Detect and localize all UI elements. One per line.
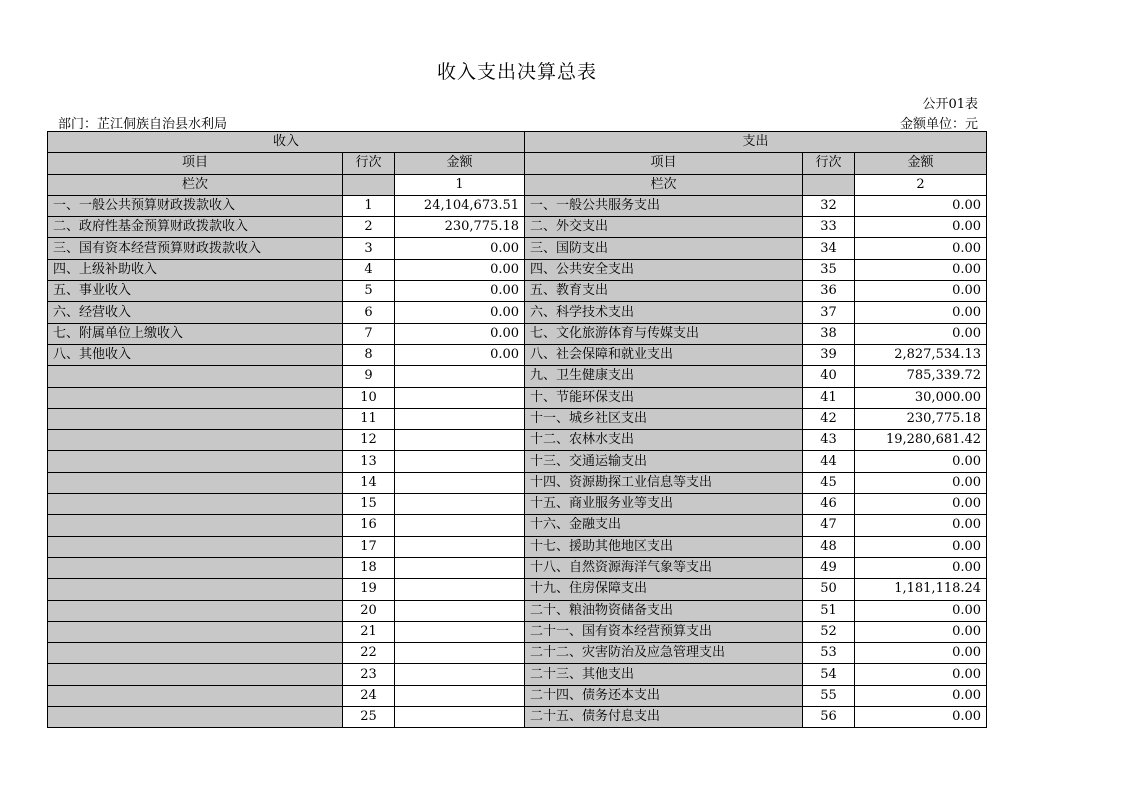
expense-item-cell: 二十二、灾害防治及应急管理支出 <box>525 643 803 664</box>
table-row <box>48 217 987 238</box>
table-row <box>48 494 987 515</box>
expense-item-cell: 十三、交通运输支出 <box>525 451 803 472</box>
table-row <box>48 472 987 493</box>
income-row-no-cell: 15 <box>343 494 395 515</box>
expense-row-no-cell: 39 <box>803 344 855 365</box>
income-amount-cell <box>395 643 525 664</box>
table-row <box>48 408 987 429</box>
expense-amount-cell: 1,181,118.24 <box>855 579 987 600</box>
income-row-no-cell: 8 <box>343 344 395 365</box>
expense-row-no-header: 行次 <box>803 153 855 174</box>
income-item-cell <box>48 387 343 408</box>
income-item-cell: 一、一般公共预算财政拨款收入 <box>48 195 343 216</box>
income-row-no-cell: 2 <box>343 217 395 238</box>
expense-item-cell: 二十、粮油物资储备支出 <box>525 600 803 621</box>
income-amount-cell: 0.00 <box>395 259 525 280</box>
table-row <box>48 281 987 302</box>
expense-row-no-cell: 54 <box>803 664 855 685</box>
income-amount-cell: 0.00 <box>395 238 525 259</box>
expense-item-cell: 十五、商业服务业等支出 <box>525 494 803 515</box>
table-row <box>48 643 987 664</box>
income-row-no-cell: 20 <box>343 600 395 621</box>
expense-item-cell: 十七、援助其他地区支出 <box>525 536 803 557</box>
expense-amount-cell: 0.00 <box>855 621 987 642</box>
income-row-no-cell: 10 <box>343 387 395 408</box>
expense-row-no-cell: 52 <box>803 621 855 642</box>
income-amount-cell <box>395 621 525 642</box>
table-row <box>48 430 987 451</box>
expense-item-cell: 二十一、国有资本经营预算支出 <box>525 621 803 642</box>
income-amount-cell <box>395 494 525 515</box>
expense-row-no-cell: 51 <box>803 600 855 621</box>
header-row-sections <box>48 132 987 153</box>
expense-row-no-cell: 32 <box>803 195 855 216</box>
expense-row-no-cell: 47 <box>803 515 855 536</box>
income-row-no-cell: 12 <box>343 430 395 451</box>
income-row-no-cell: 18 <box>343 557 395 578</box>
income-row-no-cell: 6 <box>343 302 395 323</box>
income-item-cell <box>48 557 343 578</box>
income-row-no-cell: 4 <box>343 259 395 280</box>
expense-amount-cell: 0.00 <box>855 643 987 664</box>
department-label: 部门：芷江侗族自治县水利局 <box>58 117 228 132</box>
income-item-cell: 六、经营收入 <box>48 302 343 323</box>
income-row-no-cell: 1 <box>343 195 395 216</box>
expense-row-no-cell: 42 <box>803 408 855 429</box>
expense-row-no-cell: 46 <box>803 494 855 515</box>
income-row-no-cell: 3 <box>343 238 395 259</box>
income-amount-cell <box>395 685 525 706</box>
expense-amount-cell: 0.00 <box>855 323 987 344</box>
income-row-no-cell: 19 <box>343 579 395 600</box>
income-row-no-cell: 13 <box>343 451 395 472</box>
table-row <box>48 387 987 408</box>
expense-item-header: 项目 <box>525 153 803 174</box>
income-item-cell <box>48 685 343 706</box>
income-item-cell <box>48 621 343 642</box>
income-item-cell <box>48 366 343 387</box>
income-row-no-header: 行次 <box>343 153 395 174</box>
income-item-cell <box>48 707 343 728</box>
expense-amount-cell: 0.00 <box>855 515 987 536</box>
expense-row-no-cell: 55 <box>803 685 855 706</box>
income-row-no-cell: 14 <box>343 472 395 493</box>
income-item-cell <box>48 408 343 429</box>
income-item-cell: 七、附属单位上缴收入 <box>48 323 343 344</box>
income-row-no-cell: 7 <box>343 323 395 344</box>
expense-row-no-cell: 38 <box>803 323 855 344</box>
expense-amount-cell: 0.00 <box>855 557 987 578</box>
expense-row-no-cell: 41 <box>803 387 855 408</box>
income-row-no-cell: 24 <box>343 685 395 706</box>
income-item-cell: 五、事业收入 <box>48 281 343 302</box>
expense-item-cell: 十八、自然资源海洋气象等支出 <box>525 557 803 578</box>
table-row <box>48 685 987 706</box>
expense-item-cell: 十二、农林水支出 <box>525 430 803 451</box>
expense-item-cell: 九、卫生健康支出 <box>525 366 803 387</box>
table-row <box>48 366 987 387</box>
table-row <box>48 195 987 216</box>
expense-amount-cell: 785,339.72 <box>855 366 987 387</box>
expense-item-cell: 十六、金融支出 <box>525 515 803 536</box>
income-amount-cell: 0.00 <box>395 344 525 365</box>
table-row <box>48 536 987 557</box>
income-expense-table <box>47 131 987 728</box>
expense-item-cell: 五、教育支出 <box>525 281 803 302</box>
expense-item-cell: 二、外交支出 <box>525 217 803 238</box>
income-amount-cell <box>395 600 525 621</box>
expense-item-cell: 十、节能环保支出 <box>525 387 803 408</box>
expense-amount-cell: 0.00 <box>855 451 987 472</box>
income-column-blank <box>343 174 395 195</box>
expense-item-cell: 三、国防支出 <box>525 238 803 259</box>
expense-row-no-cell: 53 <box>803 643 855 664</box>
income-amount-cell <box>395 472 525 493</box>
expense-item-cell: 一、一般公共服务支出 <box>525 195 803 216</box>
income-item-cell: 三、国有资本经营预算财政拨款收入 <box>48 238 343 259</box>
income-column-index: 1 <box>395 174 525 195</box>
expense-amount-cell: 0.00 <box>855 302 987 323</box>
expense-item-cell: 十四、资源勘探工业信息等支出 <box>525 472 803 493</box>
expense-amount-cell: 0.00 <box>855 707 987 728</box>
table-row <box>48 707 987 728</box>
income-item-cell <box>48 643 343 664</box>
expense-column-label: 栏次 <box>525 174 803 195</box>
table-row <box>48 259 987 280</box>
expense-amount-cell: 0.00 <box>855 281 987 302</box>
income-item-cell <box>48 472 343 493</box>
expense-item-cell: 七、文化旅游体育与传媒支出 <box>525 323 803 344</box>
expense-row-no-cell: 34 <box>803 238 855 259</box>
expense-amount-cell: 0.00 <box>855 600 987 621</box>
table-row <box>48 621 987 642</box>
expense-amount-cell: 0.00 <box>855 259 987 280</box>
income-item-cell <box>48 430 343 451</box>
income-column-label: 栏次 <box>48 174 343 195</box>
expense-amount-cell: 0.00 <box>855 217 987 238</box>
expense-amount-cell: 30,000.00 <box>855 387 987 408</box>
income-row-no-cell: 22 <box>343 643 395 664</box>
income-amount-cell: 0.00 <box>395 281 525 302</box>
income-item-cell: 八、其他收入 <box>48 344 343 365</box>
income-row-no-cell: 11 <box>343 408 395 429</box>
income-row-no-cell: 9 <box>343 366 395 387</box>
expense-amount-cell: 0.00 <box>855 536 987 557</box>
expense-item-cell: 二十三、其他支出 <box>525 664 803 685</box>
expense-column-index: 2 <box>855 174 987 195</box>
expense-amount-cell: 0.00 <box>855 494 987 515</box>
expense-row-no-cell: 44 <box>803 451 855 472</box>
expense-item-cell: 十一、城乡社区支出 <box>525 408 803 429</box>
income-row-no-cell: 17 <box>343 536 395 557</box>
income-item-cell <box>48 451 343 472</box>
income-amount-cell <box>395 366 525 387</box>
income-amount-cell <box>395 408 525 429</box>
expense-item-cell: 十九、住房保障支出 <box>525 579 803 600</box>
income-item-cell <box>48 579 343 600</box>
expense-amount-cell: 19,280,681.42 <box>855 430 987 451</box>
expense-row-no-cell: 50 <box>803 579 855 600</box>
income-item-cell: 二、政府性基金预算财政拨款收入 <box>48 217 343 238</box>
income-amount-header: 金额 <box>395 153 525 174</box>
expense-amount-cell: 230,775.18 <box>855 408 987 429</box>
income-amount-cell <box>395 387 525 408</box>
expense-row-no-cell: 43 <box>803 430 855 451</box>
income-amount-cell: 230,775.18 <box>395 217 525 238</box>
expense-item-cell: 二十四、债务还本支出 <box>525 685 803 706</box>
expense-row-no-cell: 49 <box>803 557 855 578</box>
income-amount-cell: 0.00 <box>395 302 525 323</box>
column-index-row <box>48 174 987 195</box>
income-amount-cell <box>395 515 525 536</box>
income-item-cell: 四、上级补助收入 <box>48 259 343 280</box>
income-item-cell <box>48 515 343 536</box>
table-row <box>48 451 987 472</box>
table-row <box>48 323 987 344</box>
income-item-cell <box>48 600 343 621</box>
expense-row-no-cell: 35 <box>803 259 855 280</box>
income-amount-cell <box>395 536 525 557</box>
expense-amount-header: 金额 <box>855 153 987 174</box>
amount-unit-label: 金额单位：元 <box>899 117 978 132</box>
income-row-no-cell: 23 <box>343 664 395 685</box>
expense-row-no-cell: 45 <box>803 472 855 493</box>
expense-item-cell: 六、科学技术支出 <box>525 302 803 323</box>
income-section-header: 收入 <box>48 132 525 153</box>
table-row <box>48 344 987 365</box>
income-amount-cell <box>395 451 525 472</box>
expense-row-no-cell: 56 <box>803 707 855 728</box>
table-row <box>48 515 987 536</box>
income-amount-cell <box>395 557 525 578</box>
income-row-no-cell: 25 <box>343 707 395 728</box>
income-amount-cell <box>395 579 525 600</box>
table-row <box>48 238 987 259</box>
expense-row-no-cell: 40 <box>803 366 855 387</box>
income-amount-cell <box>395 664 525 685</box>
header-row-columns <box>48 153 987 174</box>
table-row <box>48 664 987 685</box>
expense-amount-cell: 0.00 <box>855 472 987 493</box>
expense-section-header: 支出 <box>525 132 987 153</box>
income-amount-cell <box>395 430 525 451</box>
expense-row-no-cell: 37 <box>803 302 855 323</box>
income-item-header: 项目 <box>48 153 343 174</box>
expense-row-no-cell: 48 <box>803 536 855 557</box>
income-amount-cell <box>395 707 525 728</box>
expense-item-cell: 二十五、债务付息支出 <box>525 707 803 728</box>
income-amount-cell: 24,104,673.51 <box>395 195 525 216</box>
table-row <box>48 557 987 578</box>
table-row <box>48 600 987 621</box>
expense-row-no-cell: 33 <box>803 217 855 238</box>
expense-item-cell: 八、社会保障和就业支出 <box>525 344 803 365</box>
expense-row-no-cell: 36 <box>803 281 855 302</box>
expense-column-blank <box>803 174 855 195</box>
income-item-cell <box>48 536 343 557</box>
expense-amount-cell: 0.00 <box>855 685 987 706</box>
expense-amount-cell: 0.00 <box>855 195 987 216</box>
income-row-no-cell: 21 <box>343 621 395 642</box>
income-item-cell <box>48 664 343 685</box>
page-title: 收入支出决算总表 <box>436 61 597 83</box>
expense-amount-cell: 0.00 <box>855 664 987 685</box>
expense-amount-cell: 0.00 <box>855 238 987 259</box>
form-number: 公开01表 <box>922 97 978 112</box>
income-item-cell <box>48 494 343 515</box>
expense-amount-cell: 2,827,534.13 <box>855 344 987 365</box>
income-row-no-cell: 5 <box>343 281 395 302</box>
income-row-no-cell: 16 <box>343 515 395 536</box>
table-row <box>48 579 987 600</box>
expense-item-cell: 四、公共安全支出 <box>525 259 803 280</box>
table-row <box>48 302 987 323</box>
income-amount-cell: 0.00 <box>395 323 525 344</box>
